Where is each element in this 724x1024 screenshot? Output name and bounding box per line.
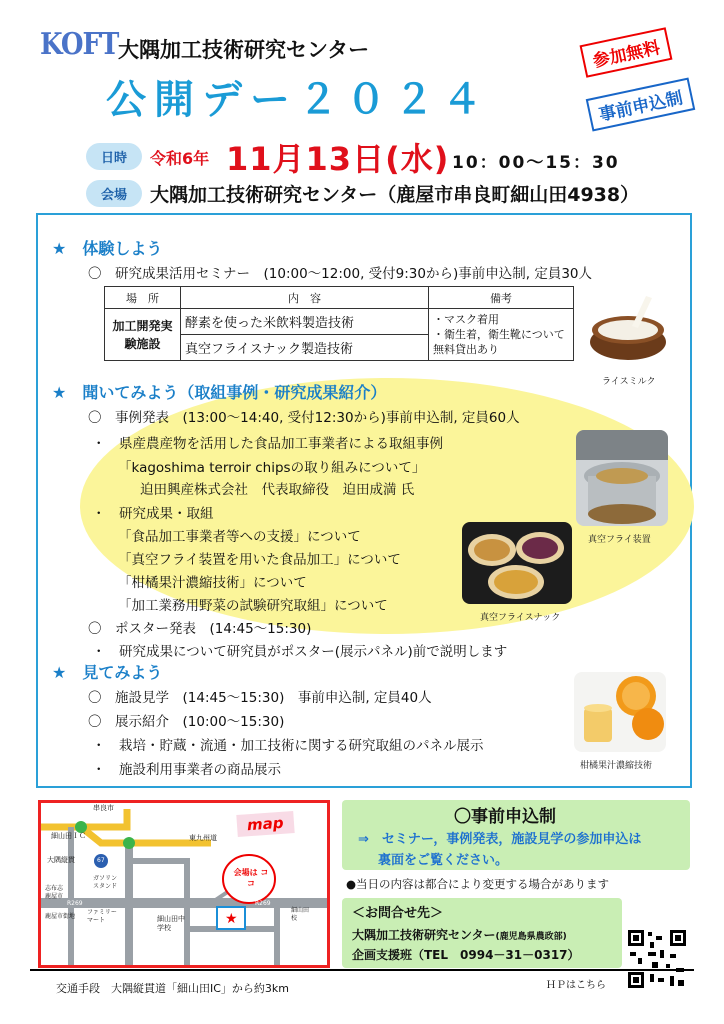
map-text-left2: 鹿屋市 bbox=[45, 893, 64, 900]
qr-code[interactable] bbox=[626, 928, 688, 990]
topic-item: 「柑橘果汁濃縮技術」について bbox=[118, 575, 307, 591]
vacuum-fryer-caption: 真空フライ装置 bbox=[588, 535, 651, 545]
date-label: 日時 bbox=[86, 143, 142, 170]
vacuum-snack-caption: 真空フライスナック bbox=[480, 613, 561, 623]
exhibit-bullet-products: ・ 施設利用事業者の商品展示 bbox=[92, 762, 281, 778]
table-header-notes: 備考 bbox=[429, 287, 574, 309]
koft-logo: KOFT bbox=[40, 27, 119, 63]
svg-text:★: ★ bbox=[225, 911, 238, 927]
map-text-r269b: R269 bbox=[255, 900, 271, 907]
event-time: 10：00～15：30 bbox=[452, 153, 620, 173]
exhibit-line: 〇 展示紹介 (10:00～15:30) bbox=[88, 714, 285, 730]
access-map bbox=[38, 800, 330, 968]
rice-milk-photo bbox=[586, 290, 670, 368]
free-participation-stamp: 参加無料 bbox=[580, 27, 673, 78]
citrus-photo bbox=[574, 672, 666, 752]
topic-item: 「加工業務用野菜の試験研究取組」について bbox=[118, 598, 388, 614]
registration-title: 〇事前申込制 bbox=[454, 807, 556, 827]
map-text-family: ファミリーマート bbox=[87, 909, 117, 924]
rice-milk-caption: ライスミルク bbox=[602, 377, 656, 387]
era-text: 令和6年 bbox=[150, 149, 210, 168]
experience-table bbox=[104, 286, 574, 361]
talk-speaker: 迫田興産株式会社 代表取締役 迫田成満 氏 bbox=[140, 482, 415, 498]
tour-line: 〇 施設見学 (14:45～15:30) 事前申込制, 定員40人 bbox=[88, 690, 432, 706]
venue-label: 会場 bbox=[86, 180, 142, 207]
event-date: 11月13日(水) bbox=[226, 140, 450, 178]
vacuum-fryer-photo bbox=[576, 430, 668, 526]
table-header-content: 内 容 bbox=[181, 287, 429, 309]
topic-item: 「食品加工事業者等への支援」について bbox=[118, 529, 361, 545]
poster-desc: ・ 研究成果について研究員がポスター(展示パネル)前で説明します bbox=[92, 644, 508, 660]
section-see-title: ★ 見てみよう bbox=[52, 663, 163, 682]
map-text-here: 会場は ココ bbox=[233, 868, 269, 888]
map-text-left3: 鹿屋市街地 bbox=[45, 913, 76, 920]
contact-tel: 企画支援班（TEL 0994－31－0317） bbox=[352, 948, 580, 962]
map-text-kushira: 串良市 bbox=[93, 804, 114, 812]
contact-org bbox=[352, 926, 567, 943]
pre-registration-stamp: 事前申込制 bbox=[586, 77, 696, 131]
registration-line2: 裏面をご覧ください。 bbox=[378, 853, 509, 868]
map-label: map bbox=[236, 811, 294, 837]
case-talk-line: 〇 事例発表 (13:00～14:40, 受付12:30から)事前申込制, 定員60人 bbox=[88, 410, 520, 426]
organization-name: 大隅加工技術研究センター bbox=[118, 38, 370, 62]
talk-title: 「kagoshima terroir chipsの取り組みについて」 bbox=[118, 460, 426, 476]
table-cell-place: 加工開発実験施設 bbox=[105, 309, 181, 361]
contact-org-name: 大隅加工技術研究センター bbox=[352, 928, 496, 942]
page-title: 公開デー２０２４ bbox=[106, 77, 490, 123]
contact-title: ＜お問合せ先＞ bbox=[352, 906, 444, 921]
table-cell-item1: 酵素を使った米飲料製造技術 bbox=[181, 309, 429, 335]
poster-line: 〇 ポスター発表 (14:45～15:30) bbox=[88, 621, 312, 637]
bullet-case-examples: ・ 県産農産物を活用した食品加工事業者による取組事例 bbox=[92, 436, 443, 452]
table-cell-item2: 真空フライスナック製造技術 bbox=[181, 335, 429, 361]
map-text-r269a: R269 bbox=[67, 900, 83, 907]
contact-dept: (鹿児島県農政部) bbox=[495, 932, 567, 942]
access-info: 交通手段 大隅縦貫道「細山田IC」から約3km bbox=[56, 982, 290, 995]
citrus-caption: 柑橘果汁濃縮技術 bbox=[580, 761, 653, 771]
map-text-left1: 志布志 bbox=[45, 885, 64, 892]
map-text-route67: 67 bbox=[97, 857, 105, 864]
map-text-school: 細山田中学校 bbox=[157, 915, 185, 932]
bullet-research: ・ 研究成果・取組 bbox=[92, 506, 214, 522]
map-text-osumi: 大隅縦貫 bbox=[47, 856, 75, 864]
section-experience-title: ★ 体験しよう bbox=[52, 239, 163, 258]
table-header-place: 場 所 bbox=[105, 287, 181, 309]
map-text-highway: 東九州道 bbox=[189, 834, 217, 842]
seminar-line: 〇 研究成果活用セミナー (10:00～12:00, 受付9:30から)事前申込制, 定員30人 bbox=[88, 266, 593, 282]
map-text-ic: 細山田ＩＣ bbox=[51, 832, 86, 840]
change-note: ●当日の内容は都合により変更する場合があります bbox=[346, 877, 610, 891]
exhibit-bullet-panels: ・ 栽培・貯蔵・流通・加工技術に関する研究取組のパネル展示 bbox=[92, 738, 484, 754]
map-text-right: 細山田 校 bbox=[291, 907, 310, 922]
footer-divider bbox=[30, 969, 694, 971]
topic-item: 「真空フライ装置を用いた食品加工」について bbox=[118, 552, 401, 568]
registration-line1: ⇒ セミナー，事例発表，施設見学の参加申込は bbox=[358, 832, 642, 847]
section-listen-title: ★ 聞いてみよう（取組事例・研究成果紹介） bbox=[52, 383, 387, 402]
map-text-gas: ガソリン スタンド bbox=[93, 875, 118, 890]
hp-label: ＨＰはこちら bbox=[546, 980, 606, 991]
table-cell-notes: ・マスク着用 ・衛生着，衛生靴について無料貸出あり bbox=[429, 309, 574, 361]
venue-text: 大隅加工技術研究センター（鹿屋市串良町細山田4938） bbox=[150, 184, 640, 206]
vacuum-snack-photo bbox=[462, 522, 572, 604]
